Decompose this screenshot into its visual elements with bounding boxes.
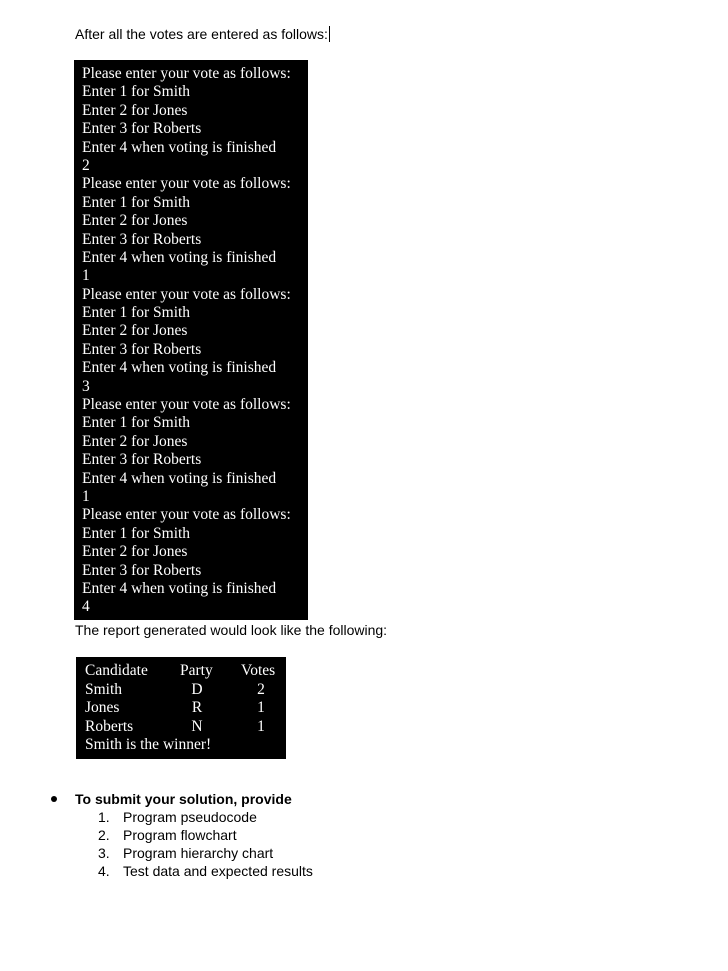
console-line: 1 bbox=[82, 267, 90, 285]
candidate-party: R bbox=[191, 699, 203, 716]
winner-text: Smith is the winner! bbox=[85, 736, 212, 753]
console-line: Enter 1 for Smith bbox=[82, 524, 191, 542]
candidate-name: Jones bbox=[85, 699, 120, 716]
console-line: Please enter your vote as follows: bbox=[82, 285, 291, 303]
submission-list bbox=[98, 808, 313, 880]
console-line: Enter 1 for Smith bbox=[82, 414, 191, 432]
console-line: Enter 1 for Smith bbox=[82, 83, 191, 101]
list-number: 4. bbox=[98, 863, 110, 879]
list-item bbox=[98, 844, 313, 862]
candidate-votes: 1 bbox=[257, 717, 265, 735]
candidate-votes: 2 bbox=[257, 680, 265, 698]
console-line: 2 bbox=[82, 156, 90, 174]
list-item bbox=[98, 808, 313, 826]
candidate-party: N bbox=[191, 717, 203, 735]
submit-heading: To submit your solution, provide bbox=[75, 791, 292, 807]
console-line: Enter 4 when voting is finished bbox=[82, 138, 277, 156]
console-line: Enter 3 for Roberts bbox=[82, 340, 202, 358]
console-line: Enter 1 for Smith bbox=[82, 193, 191, 211]
report-intro-paragraph: The report generated would look like the following: bbox=[75, 622, 388, 638]
winner-line bbox=[85, 736, 286, 755]
header-votes: Votes bbox=[241, 662, 276, 679]
console-line: Enter 4 when voting is finished bbox=[82, 469, 277, 487]
candidate-votes: 1 bbox=[257, 699, 265, 716]
header-party: Party bbox=[180, 662, 213, 679]
list-number: 1. bbox=[98, 809, 110, 825]
list-number: 2. bbox=[98, 827, 110, 843]
console-line: Enter 4 when voting is finished bbox=[82, 579, 277, 597]
console-line: 4 bbox=[82, 598, 90, 616]
list-item bbox=[98, 862, 313, 880]
text-cursor bbox=[329, 26, 330, 42]
console-line: Enter 2 for Jones bbox=[82, 212, 188, 230]
console-line: 1 bbox=[82, 487, 90, 505]
console-line: Please enter your vote as follows: bbox=[82, 396, 291, 414]
report-header-row bbox=[85, 662, 286, 681]
console-line: Enter 3 for Roberts bbox=[82, 451, 202, 469]
console-line: Enter 4 when voting is finished bbox=[82, 248, 277, 266]
candidate-party: D bbox=[191, 680, 203, 698]
report-row bbox=[85, 699, 286, 718]
intro-text: After all the votes are entered as follows: bbox=[75, 26, 328, 42]
console-line: Enter 2 for Jones bbox=[82, 543, 188, 561]
report-row bbox=[85, 718, 286, 737]
console-line: Enter 3 for Roberts bbox=[82, 230, 202, 248]
console-line: Enter 1 for Smith bbox=[82, 304, 191, 322]
header-candidate: Candidate bbox=[85, 662, 148, 679]
list-item-text: Test data and expected results bbox=[123, 863, 313, 879]
console-line: Enter 3 for Roberts bbox=[82, 120, 202, 138]
candidate-name: Smith bbox=[85, 680, 123, 698]
console-line: Enter 2 for Jones bbox=[82, 101, 188, 119]
bullet-icon bbox=[51, 796, 57, 802]
console-line: Please enter your vote as follows: bbox=[82, 506, 291, 524]
report-output-box bbox=[76, 657, 286, 759]
console-line: Enter 3 for Roberts bbox=[82, 561, 202, 579]
report-row bbox=[85, 681, 286, 700]
console-line: Please enter your vote as follows: bbox=[82, 175, 291, 193]
candidate-name: Roberts bbox=[85, 717, 134, 735]
list-item-text: Program flowchart bbox=[123, 827, 237, 843]
console-output-box bbox=[74, 60, 308, 620]
intro-paragraph bbox=[75, 25, 330, 43]
console-line: Please enter your vote as follows: bbox=[82, 65, 291, 82]
console-line: Enter 2 for Jones bbox=[82, 432, 188, 450]
console-line: Enter 2 for Jones bbox=[82, 322, 188, 340]
console-line: 3 bbox=[82, 377, 90, 395]
list-item-text: Program pseudocode bbox=[123, 809, 257, 825]
console-line: Enter 4 when voting is finished bbox=[82, 359, 277, 377]
list-item-text: Program hierarchy chart bbox=[123, 845, 274, 861]
list-item bbox=[98, 826, 313, 844]
list-number: 3. bbox=[98, 845, 110, 861]
